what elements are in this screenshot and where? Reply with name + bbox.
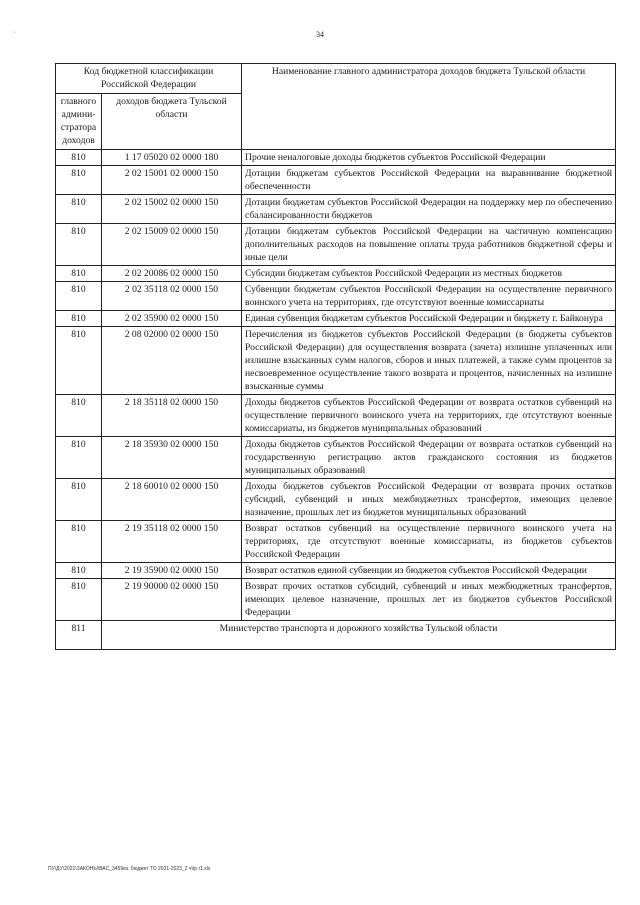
admin-code-cell: 810 (56, 327, 102, 395)
admin-code-cell: 810 (56, 282, 102, 311)
classification-code-cell: 2 18 35118 02 0000 150 (102, 395, 242, 437)
admin-code-cell: 810 (56, 437, 102, 479)
classification-code-cell: 2 02 35118 02 0000 150 (102, 282, 242, 311)
income-name-cell: Перечисления из бюджетов субъектов Российской Федерации (в бюджеты субъектов Российской Федерации) для осуществления возврата (зачета) излишне уплаченных или излишне взысканных сумм налогов, сборов и иных платежей, а также сумм процентов за несвоевременное осуществление такого возврата и процентов, начисленных на излишне взысканные суммы (242, 327, 616, 395)
admin-code-cell: 810 (56, 166, 102, 195)
table-row (56, 150, 616, 166)
admin-code-cell: 810 (56, 479, 102, 521)
classification-code-cell: 2 18 60010 02 0000 150 (102, 479, 242, 521)
income-name-cell: Прочие неналоговые доходы бюджетов субъектов Российской Федерации (242, 150, 616, 166)
income-name-cell: Единая субвенция бюджетам субъектов Российской Федерации и бюджету г. Байконура (242, 311, 616, 327)
admin-code-cell: 810 (56, 563, 102, 579)
classification-code-cell: 2 08 02000 02 0000 150 (102, 327, 242, 395)
income-name-cell: Субвенции бюджетам субъектов Российской Федерации на осуществление первичного воинского учета на территориях, где отсутствуют военные комиссариаты (242, 282, 616, 311)
header-classification-code: Код бюджетной классификации Российской Федерации (56, 64, 242, 94)
header-administrator-name: Наименование главного администратора доходов бюджета Тульской области (242, 64, 616, 150)
header-budget-income: доходов бюджета Тульской области (102, 94, 242, 150)
ministry-admin-code-cell: 811 (56, 621, 102, 650)
classification-code-cell: 1 17 05020 02 0000 180 (102, 150, 242, 166)
scan-mark: , (14, 28, 16, 34)
table-row (56, 479, 616, 521)
admin-code-cell: 810 (56, 311, 102, 327)
income-name-cell: Доходы бюджетов субъектов Российской Федерации от возврата остатков субвенций на государственную регистрацию актов гражданского состояния из бюджетов муниципальных образований (242, 437, 616, 479)
classification-code-cell: 2 19 35900 02 0000 150 (102, 563, 242, 579)
classification-code-cell: 2 02 15002 02 0000 150 (102, 195, 242, 224)
income-name-cell: Доходы бюджетов субъектов Российской Федерации от возврата остатков субвенций на осуществление первичного воинского учета на территориях, где отсутствуют военные комиссариаты, из бюджетов муниципальных образований (242, 395, 616, 437)
income-name-cell: Дотации бюджетам субъектов Российской Федерации на выравнивание бюджетной обеспеченности (242, 166, 616, 195)
classification-code-cell: 2 02 15001 02 0000 150 (102, 166, 242, 195)
table-body (56, 150, 616, 650)
income-name-cell: Возврат остатков субвенций на осуществление первичного воинского учета на территориях, где отсутствуют военные комиссариаты, из бюджетов субъектов Российской Федерации (242, 521, 616, 563)
income-name-cell: Возврат остатков единой субвенции из бюджетов субъектов Российской Федерации (242, 563, 616, 579)
table-row (56, 195, 616, 224)
admin-code-cell: 810 (56, 224, 102, 266)
classification-code-cell: 2 02 20086 02 0000 150 (102, 266, 242, 282)
admin-code-cell: 810 (56, 579, 102, 621)
ministry-row (56, 621, 616, 650)
table-row (56, 166, 616, 195)
table-row (56, 282, 616, 311)
table-row (56, 266, 616, 282)
admin-code-cell: 810 (56, 150, 102, 166)
income-name-cell: Дотации бюджетам субъектов Российской Федерации на поддержку мер по обеспечению сбалансированности бюджетов (242, 195, 616, 224)
admin-code-cell: 810 (56, 521, 102, 563)
ministry-name-cell: Министерство транспорта и дорожного хозяйства Тульской области (102, 621, 616, 650)
income-administrators-table (55, 63, 616, 650)
table-row (56, 327, 616, 395)
classification-code-cell: 2 18 35930 02 0000 150 (102, 437, 242, 479)
classification-code-cell: 2 19 90000 02 0000 150 (102, 579, 242, 621)
header-main-administrator: главного админи-стратора доходов (56, 94, 102, 150)
income-name-cell: Субсидии бюджетам субъектов Российской Федерации из местных бюджетов (242, 266, 616, 282)
admin-code-cell: 810 (56, 395, 102, 437)
classification-code-cell: 2 19 35118 02 0000 150 (102, 521, 242, 563)
classification-code-cell: 2 02 35900 02 0000 150 (102, 311, 242, 327)
table-row (56, 395, 616, 437)
income-name-cell: Дотации бюджетам субъектов Российской Федерации на частичную компенсацию дополнительных расходов на повышение оплаты труда работников бюджетной сферы и иные цели (242, 224, 616, 266)
income-name-cell: Доходы бюджетов субъектов Российской Федерации от возврата прочих остатков субсидий, субвенций и иных межбюджетных трансфертов, имеющих целевое назначение, прошлых лет из бюджетов муниципальных образований (242, 479, 616, 521)
table-row (56, 563, 616, 579)
income-name-cell: Возврат прочих остатков субсидий, субвенций и иных межбюджетных трансфертов, имеющих целевое назначение, прошлых лет из бюджетов субъектов Российской Федерации (242, 579, 616, 621)
table-row (56, 311, 616, 327)
table-row (56, 224, 616, 266)
classification-code-cell: 2 02 15009 02 0000 150 (102, 224, 242, 266)
admin-code-cell: 810 (56, 195, 102, 224)
table-row (56, 579, 616, 621)
admin-code-cell: 810 (56, 266, 102, 282)
file-path-footer: ПУ\ДУ\2021\ЗАКОНЫ\ВАС_3459ез. бюджет ТО 2021-2023_2 ч\Ip r1.xls (48, 866, 211, 872)
table-row (56, 521, 616, 563)
table-row (56, 437, 616, 479)
page-number: 34 (316, 30, 324, 39)
